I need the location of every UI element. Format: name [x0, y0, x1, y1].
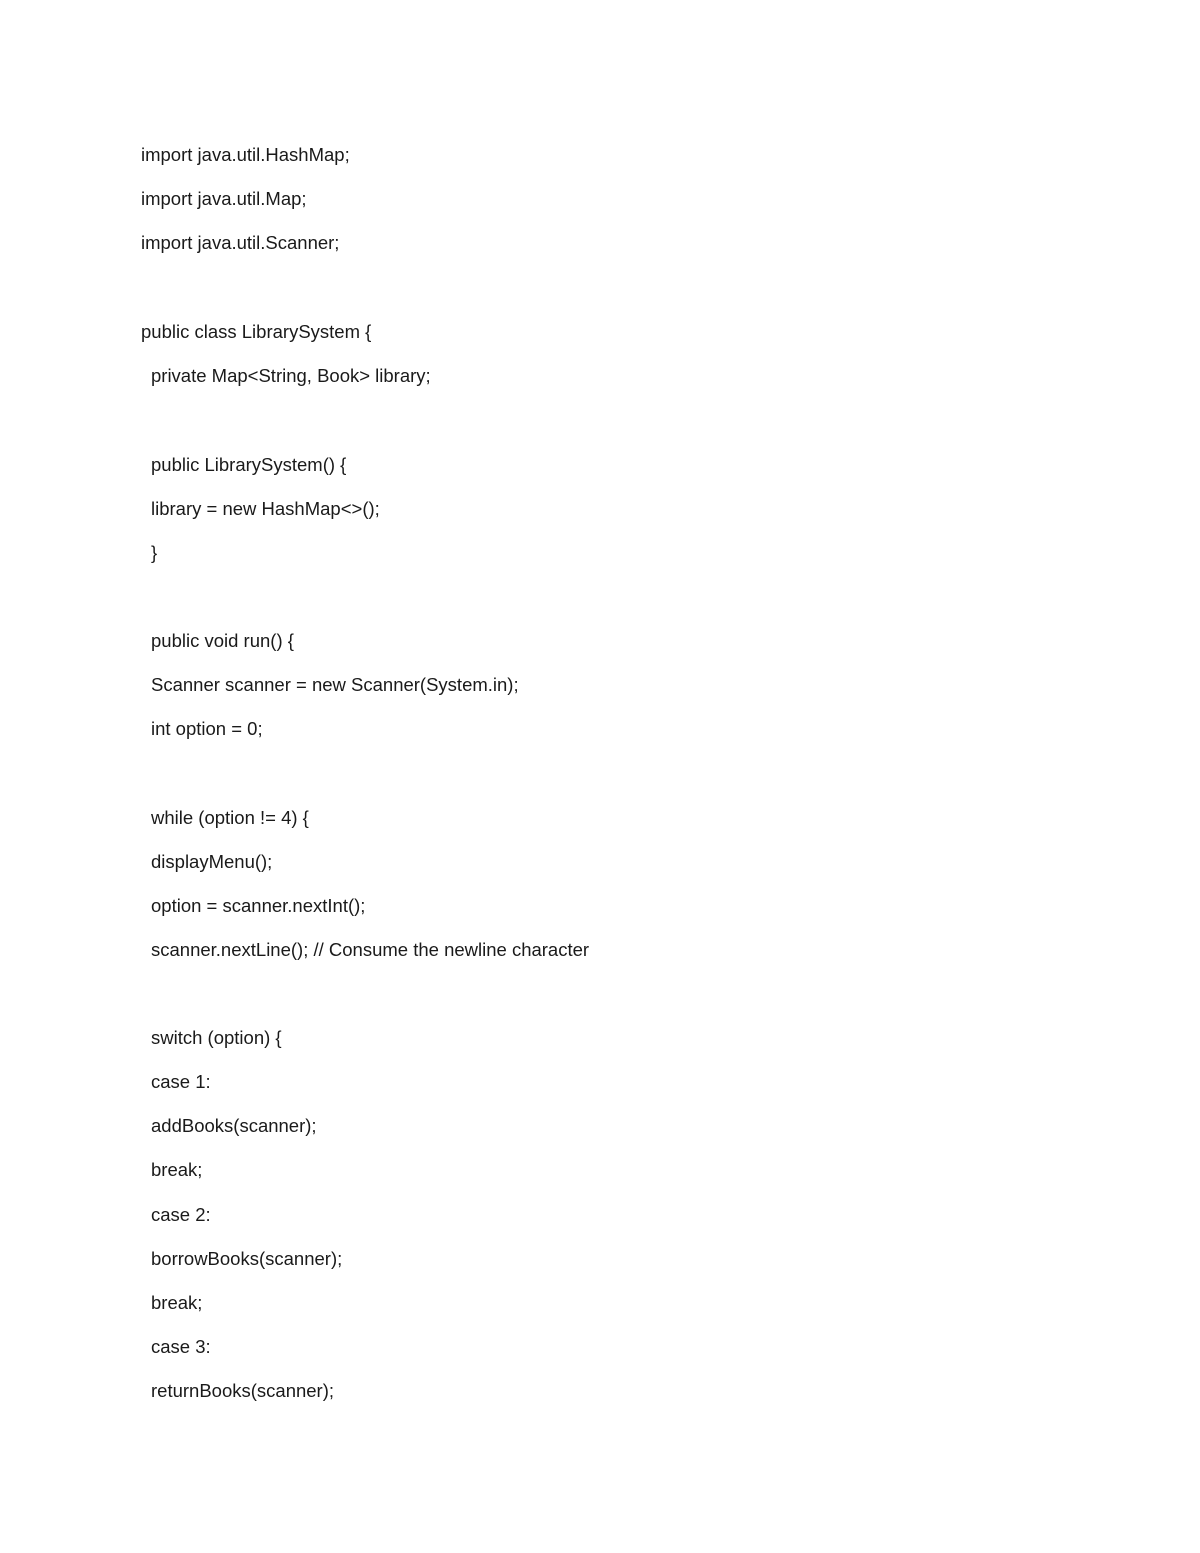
code-line: case 2:: [151, 1204, 211, 1225]
code-line: public LibrarySystem() {: [151, 454, 347, 475]
code-line: library = new HashMap<>();: [151, 498, 380, 519]
code-line: break;: [151, 1292, 203, 1313]
code-line: switch (option) {: [151, 1027, 282, 1048]
code-line: displayMenu();: [151, 851, 273, 872]
code-line: private Map<String, Book> library;: [151, 365, 431, 386]
code-line: public class LibrarySystem {: [141, 321, 372, 342]
code-line: while (option != 4) {: [151, 807, 309, 828]
code-line: int option = 0;: [151, 718, 263, 739]
code-line: import java.util.Map;: [141, 188, 307, 209]
code-line: import java.util.HashMap;: [141, 144, 350, 165]
code-line: scanner.nextLine(); // Consume the newline character: [151, 939, 590, 960]
code-line: case 1:: [151, 1071, 211, 1092]
code-line: }: [151, 542, 158, 563]
code-line: public void run() {: [151, 630, 294, 651]
code-line: break;: [151, 1159, 203, 1180]
code-line: option = scanner.nextInt();: [151, 895, 366, 916]
code-line: returnBooks(scanner);: [151, 1380, 335, 1401]
code-line: borrowBooks(scanner);: [151, 1248, 343, 1269]
code-line: Scanner scanner = new Scanner(System.in);: [151, 674, 519, 695]
code-line: import java.util.Scanner;: [141, 232, 340, 253]
code-line: case 3:: [151, 1336, 211, 1357]
code-line: addBooks(scanner);: [151, 1115, 317, 1136]
